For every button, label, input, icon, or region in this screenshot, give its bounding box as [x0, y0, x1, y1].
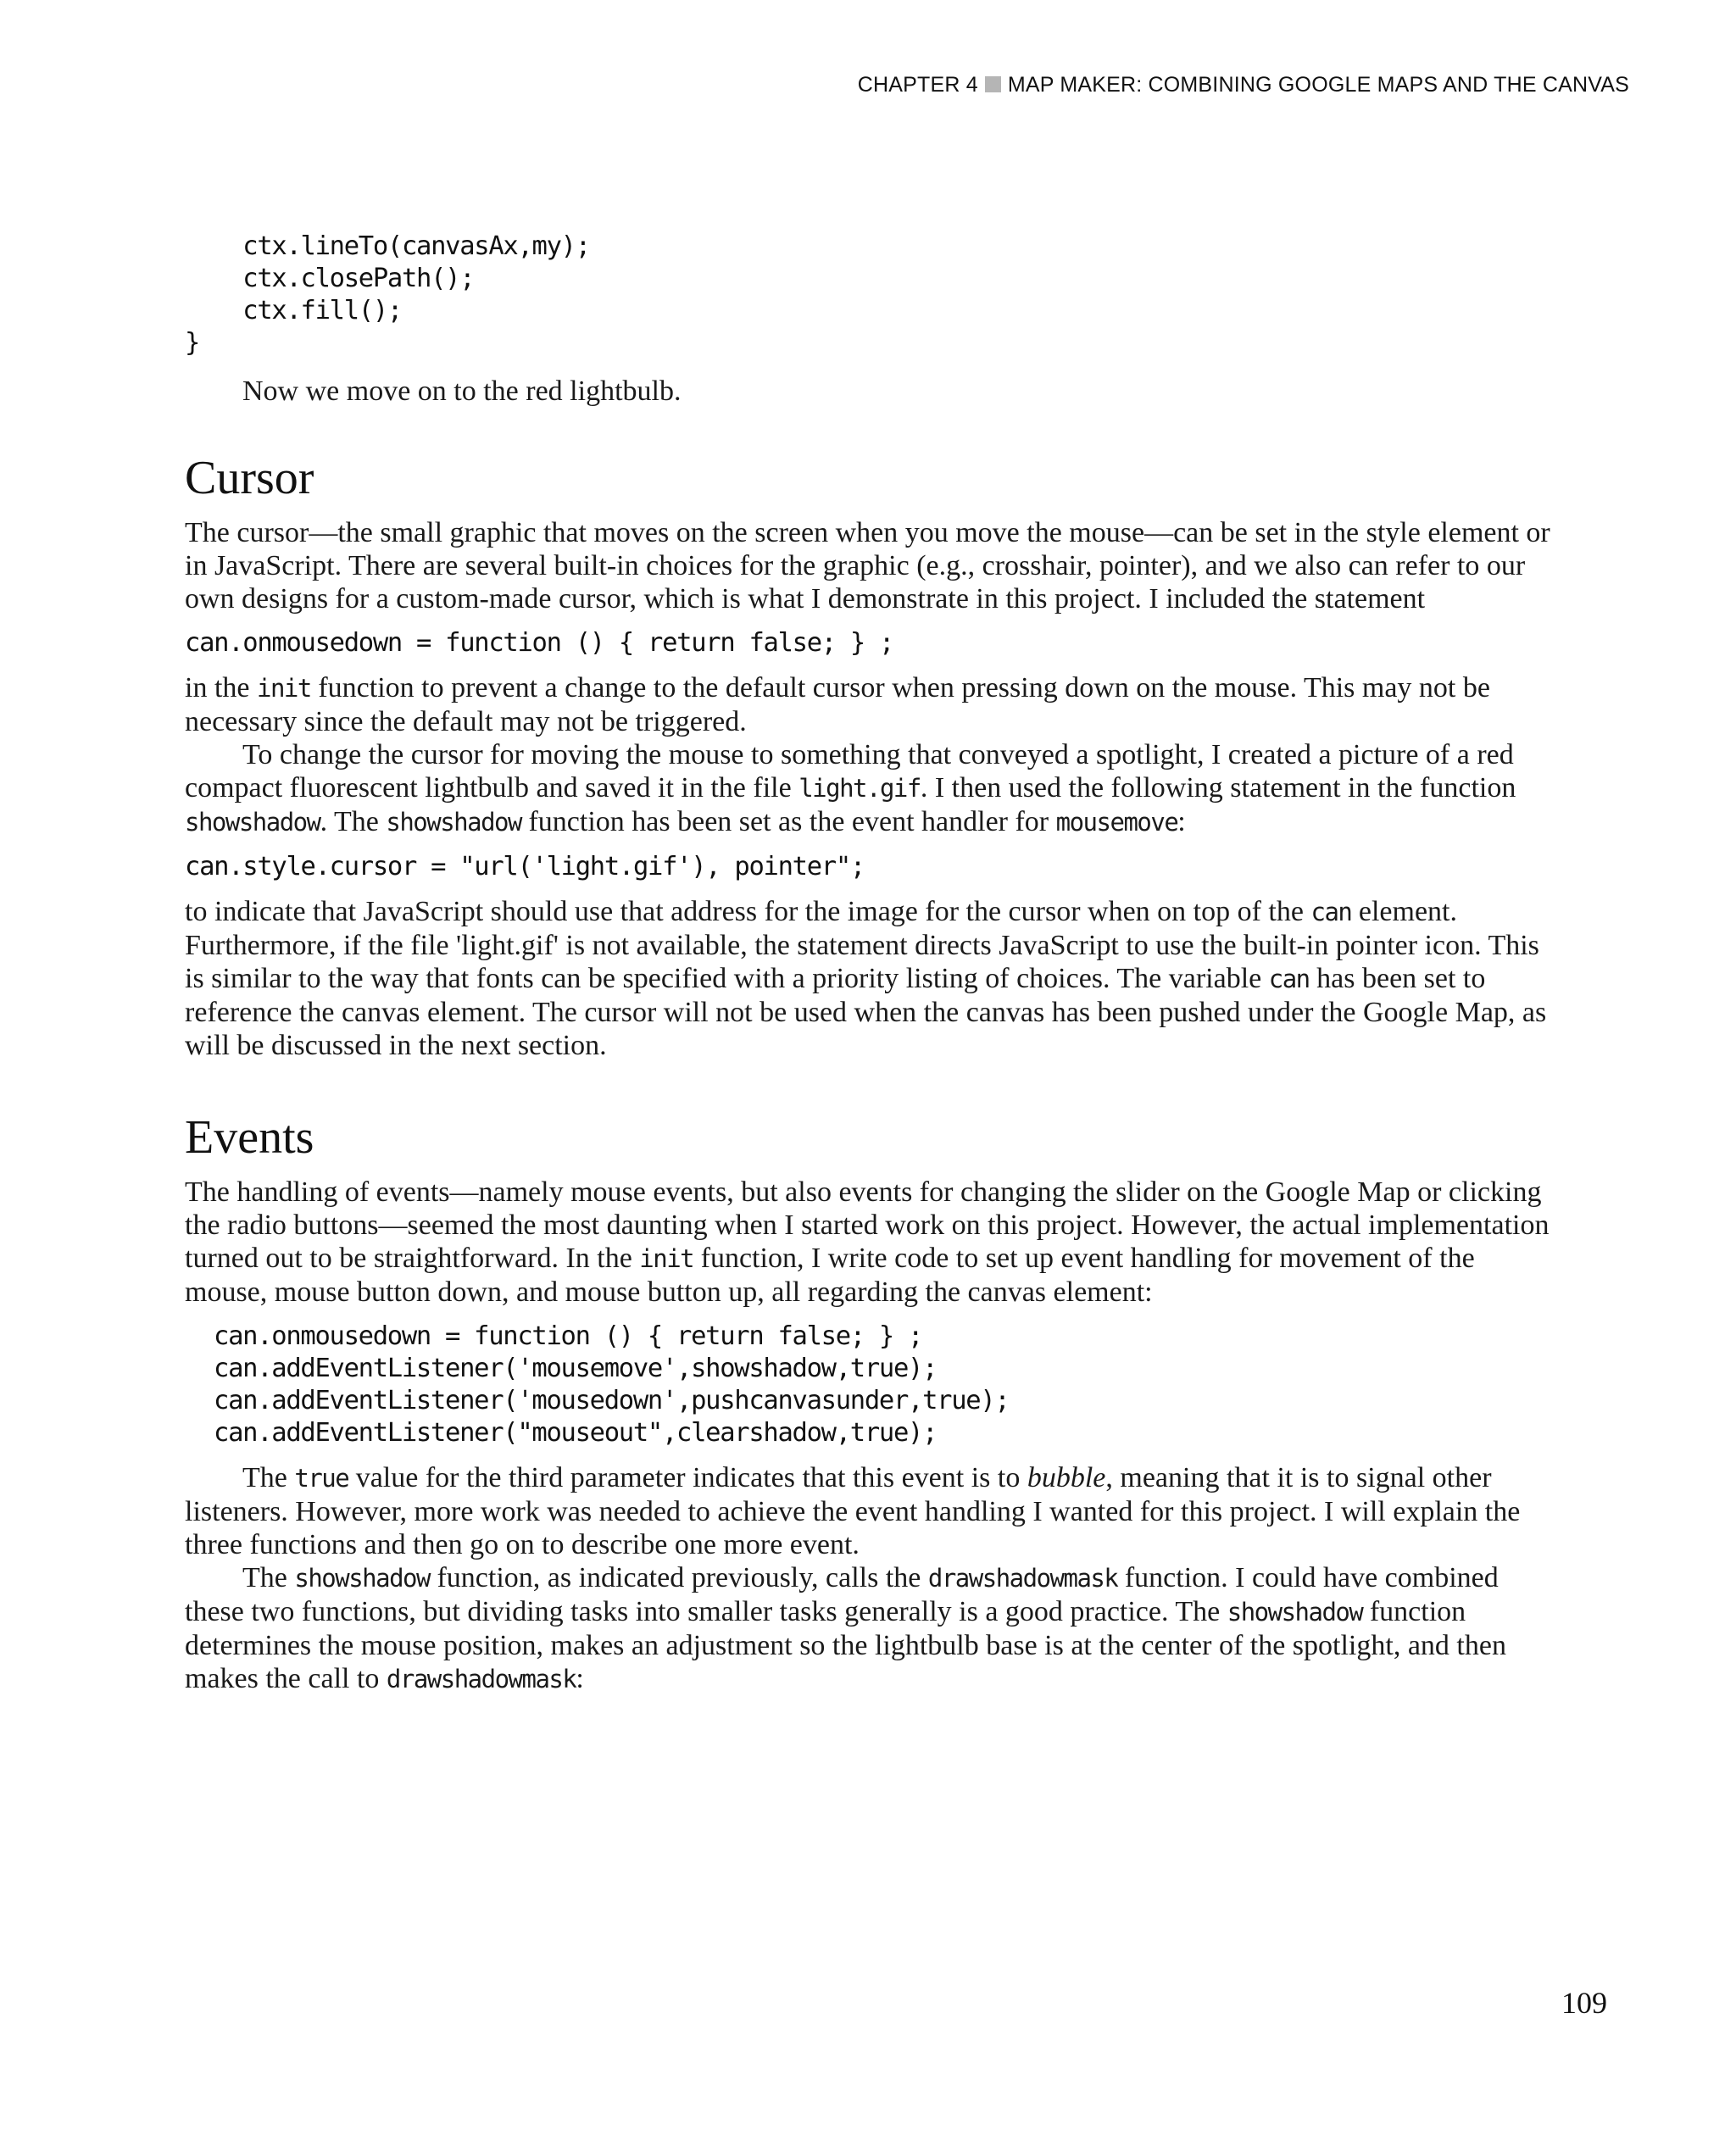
- cursor-paragraph-1: The cursor—the small graphic that moves on the screen when you move the mouse—can be set in the style element or in JavaScript. There are several built-in choices for the graphic (e.g., crosshair, pointer), and we also can refer to our own designs for a custom-made cursor, which is what I demonstrate in this project. I included the statement: [185, 517, 1550, 614]
- code-cursor-style: can.style.cursor = "url('light.gif'), pointer";: [185, 852, 865, 881]
- cursor-paragraph-4: to indicate that JavaScript should use that address for the image for the cursor when on top of the can element. Furthermore, if the file 'light.gif' is not available, the statement directs JavaScript to use the built-in pointer icon. This is similar to the way that fonts can be specified with a priority listing of choices. The variable can has been set to reference the canvas element. The cursor will not be used when the canvas has been pushed under the Google Map, as will be discussed in the next section.: [185, 896, 1547, 1061]
- events-paragraph-3: The showshadow function, as indicated previously, calls the drawshadowmask function. I could have combined these two functions, but dividing tasks into smaller tasks generally is a good practice. The showshadow function determines the mouse position, makes an adjustment so the lightbulb base is at the center of the spotlight, and then makes the call to drawshadowmask:: [185, 1562, 1506, 1694]
- section-heading-cursor: Cursor: [185, 452, 314, 504]
- code-event-listeners: can.onmousedown = function () { return false; } ; can.addEventListener('mousemove',showshadow,true); can.addEventListener('mousedown',pushcanvasunder,true); can.addEventListener("mouseout",clearshadow,true);: [214, 1321, 1010, 1448]
- events-paragraph-2: The true value for the third parameter indicates that this event is to bubble, meaning that it is to signal other listeners. However, more work was needed to achieve the event handling I wanted for this project. I will explain the three functions and then go on to describe one more event.: [185, 1462, 1521, 1560]
- code-onmousedown: can.onmousedown = function () { return false; } ;: [185, 628, 894, 658]
- paragraph-lightbulb: Now we move on to the red lightbulb.: [242, 375, 682, 407]
- chapter-label: CHAPTER 4: [857, 73, 978, 97]
- events-paragraph-1: The handling of events—namely mouse events, but also events for changing the slider on the Google Map or clicking the radio buttons—seemed the most daunting when I started work on this project. However, the actual implementation turned out to be straightforward. In the init function, I write code to set up event handling for movement of the mouse, mouse button down, and mouse button up, all regarding the canvas element:: [185, 1176, 1550, 1308]
- page-content: [185, 231, 1558, 1696]
- section-heading-events: Events: [185, 1111, 314, 1164]
- code-block-top: ctx.lineTo(canvasAx,my); ctx.closePath(); ctx.fill(); }: [185, 231, 590, 358]
- cursor-paragraph-2: in the init function to prevent a change to the default cursor when pressing down on the mouse. This may not be necessary since the default may not be triggered.: [185, 672, 1490, 737]
- running-header: [858, 73, 1629, 97]
- page-number: 109: [1561, 1986, 1607, 2020]
- separator-square-icon: [985, 76, 1001, 92]
- cursor-paragraph-3: To change the cursor for moving the mouse to something that conveyed a spotlight, I created a picture of a red compact fluorescent lightbulb and saved it in the file light.gif. I then used the following statement in the function showshadow. The showshadow function has been set as the event handler for mousemove:: [185, 739, 1516, 837]
- chapter-title: MAP MAKER: COMBINING GOOGLE MAPS AND THE CANVAS: [1007, 73, 1629, 97]
